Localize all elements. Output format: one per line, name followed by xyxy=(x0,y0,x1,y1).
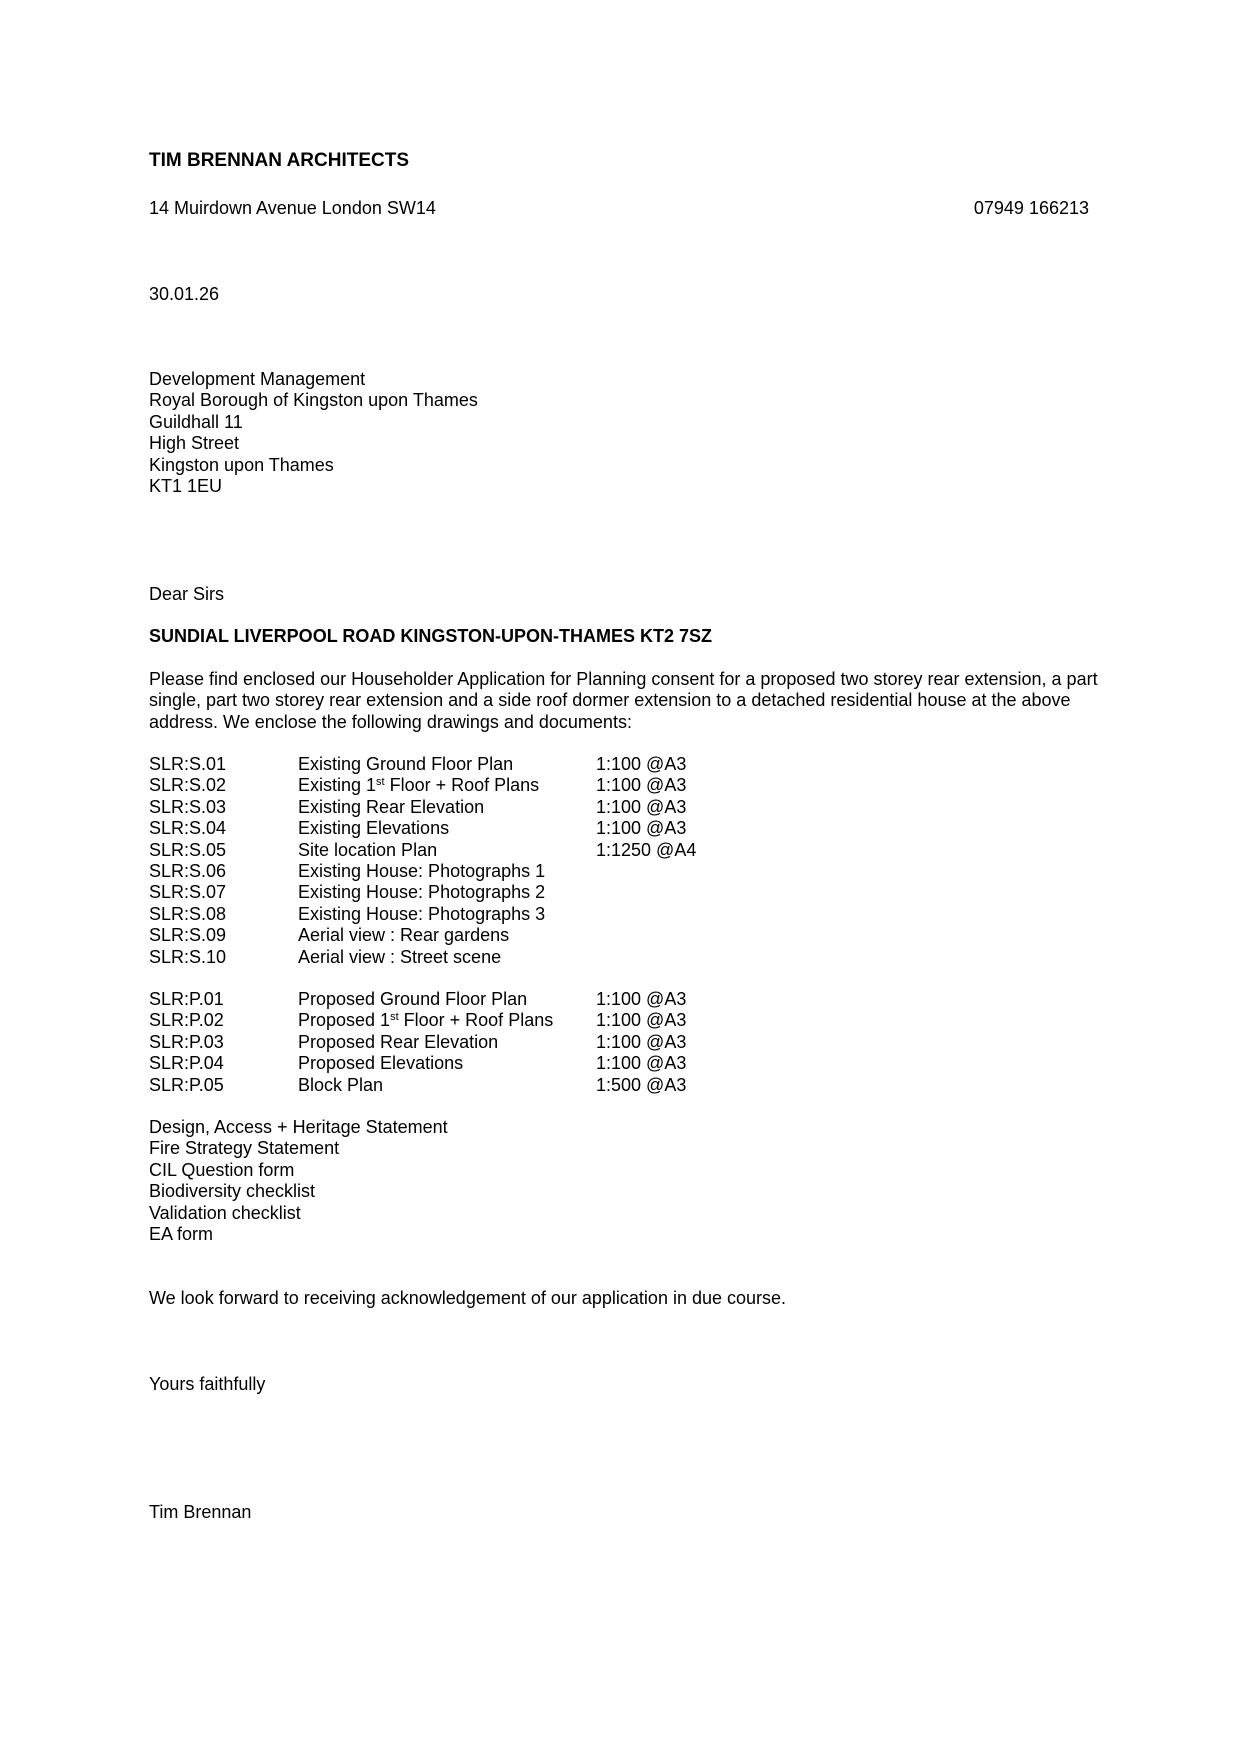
firm-name: TIM BRENNAN ARCHITECTS xyxy=(149,150,410,171)
drawing-row xyxy=(149,925,696,946)
proposed-drawings-table xyxy=(149,989,686,1096)
drawing-row xyxy=(149,1010,686,1031)
drawing-title: Block Plan xyxy=(298,1074,384,1095)
drawing-row xyxy=(149,989,686,1010)
drawing-title xyxy=(298,775,596,796)
drawing-row xyxy=(149,882,696,903)
drawing-title-text: Proposed 1 xyxy=(298,1010,391,1031)
drawing-ref: SLR:S.10 xyxy=(149,946,227,967)
drawing-title: Proposed Rear Elevation xyxy=(298,1031,499,1052)
drawing-row xyxy=(149,797,696,818)
ordinal-suffix: st xyxy=(376,776,385,789)
letterhead-address-row xyxy=(149,198,1089,219)
drawing-scale xyxy=(596,947,696,968)
signoff: Yours faithfully xyxy=(149,1374,266,1394)
document-item: EA form xyxy=(149,1224,214,1245)
drawing-ref: SLR:S.07 xyxy=(149,882,227,903)
drawing-scale: 1:1250 @A4 xyxy=(596,839,697,860)
drawing-ref: SLR:P.04 xyxy=(149,1053,224,1074)
subject-line: SUNDIAL LIVERPOOL ROAD KINGSTON-UPON-THAMES KT2 7SZ xyxy=(149,626,713,646)
closing-paragraph: We look forward to receiving acknowledgement of our application in due course. xyxy=(149,1288,787,1308)
drawing-title: Existing Elevations xyxy=(298,818,450,839)
drawing-title xyxy=(298,1010,596,1031)
drawing-scale: 1:100 @A3 xyxy=(596,1053,687,1074)
drawing-scale xyxy=(596,861,696,882)
recipient-line: Development Management xyxy=(149,369,366,389)
drawing-row xyxy=(149,818,696,839)
drawing-row xyxy=(149,754,696,775)
drawing-title-text: Existing 1 xyxy=(298,775,377,796)
drawing-ref: SLR:P.03 xyxy=(149,1031,224,1052)
letter-date: 30.01.26 xyxy=(149,284,220,304)
drawing-title: Existing Rear Elevation xyxy=(298,796,485,817)
drawing-row xyxy=(149,1032,686,1053)
recipient-line: Kingston upon Thames xyxy=(149,454,334,475)
drawing-ref: SLR:P.05 xyxy=(149,1074,224,1095)
drawing-title: Proposed Elevations xyxy=(298,1053,464,1074)
document-item: Biodiversity checklist xyxy=(149,1181,316,1202)
drawing-ref: SLR:S.01 xyxy=(149,754,227,774)
drawing-ref: SLR:S.06 xyxy=(149,861,227,882)
drawing-ref: SLR:S.08 xyxy=(149,903,227,924)
drawing-title: Existing Ground Floor Plan xyxy=(298,754,514,774)
document-item: CIL Question form xyxy=(149,1159,295,1180)
drawing-scale: 1:100 @A3 xyxy=(596,989,687,1009)
recipient-line: High Street xyxy=(149,433,240,454)
drawing-ref: SLR:S.02 xyxy=(149,775,227,796)
drawing-scale xyxy=(596,882,696,903)
drawing-title-text: Floor + Roof Plans xyxy=(384,775,540,796)
recipient-line: Guildhall 11 xyxy=(149,411,243,432)
drawing-row xyxy=(149,947,696,968)
drawing-scale: 1:100 @A3 xyxy=(596,796,687,817)
drawing-scale: 1:100 @A3 xyxy=(596,1010,687,1031)
drawing-title-text: Floor + Roof Plans xyxy=(398,1010,554,1031)
documents-list xyxy=(149,1117,448,1245)
recipient-line: Royal Borough of Kingston upon Thames xyxy=(149,390,478,411)
drawing-row xyxy=(149,1053,686,1074)
drawing-title: Site location Plan xyxy=(298,839,438,860)
drawing-scale xyxy=(596,925,696,946)
drawing-ref: SLR:P.01 xyxy=(149,989,224,1009)
recipient-line: KT1 1EU xyxy=(149,476,223,497)
existing-drawings-table xyxy=(149,754,696,968)
drawing-row xyxy=(149,861,696,882)
drawing-title: Aerial view : Street scene xyxy=(298,946,502,967)
drawing-scale: 1:100 @A3 xyxy=(596,1031,687,1052)
firm-phone: 07949 166213 xyxy=(973,198,1089,218)
drawing-scale: 1:500 @A3 xyxy=(596,1074,687,1095)
document-item: Fire Strategy Statement xyxy=(149,1138,340,1159)
drawing-row xyxy=(149,840,696,861)
signatory-name: Tim Brennan xyxy=(149,1502,252,1522)
document-item: Design, Access + Heritage Statement xyxy=(149,1117,448,1137)
firm-address: 14 Muirdown Avenue London SW14 xyxy=(149,198,436,218)
drawing-row xyxy=(149,904,696,925)
drawing-row xyxy=(149,775,696,796)
drawing-title: Aerial view : Rear gardens xyxy=(298,925,510,946)
document-item: Validation checklist xyxy=(149,1202,301,1223)
drawing-ref: SLR:S.09 xyxy=(149,925,227,946)
intro-paragraph: Please find enclosed our Householder Application for Planning consent for a proposed two storey rear extension, a part single, part two storey rear extension and a side roof dormer extension to a detached residential house at the above address. We enclose the following drawings and documents: xyxy=(149,669,1098,732)
drawing-title: Existing House: Photographs 2 xyxy=(298,882,546,903)
salutation: Dear Sirs xyxy=(149,584,225,604)
drawing-scale: 1:100 @A3 xyxy=(596,775,687,796)
drawing-title: Proposed Ground Floor Plan xyxy=(298,989,528,1009)
drawing-ref: SLR:S.04 xyxy=(149,818,227,839)
ordinal-suffix: st xyxy=(390,1011,399,1024)
drawing-ref: SLR:S.05 xyxy=(149,839,227,860)
drawing-title: Existing House: Photographs 3 xyxy=(298,903,546,924)
recipient-address xyxy=(149,369,478,497)
drawing-scale: 1:100 @A3 xyxy=(596,818,687,839)
drawing-scale: 1:100 @A3 xyxy=(596,754,687,774)
drawing-scale xyxy=(596,904,696,925)
drawing-ref: SLR:P.02 xyxy=(149,1010,224,1031)
drawing-row xyxy=(149,1075,686,1096)
drawing-title: Existing House: Photographs 1 xyxy=(298,861,546,882)
drawing-ref: SLR:S.03 xyxy=(149,796,227,817)
